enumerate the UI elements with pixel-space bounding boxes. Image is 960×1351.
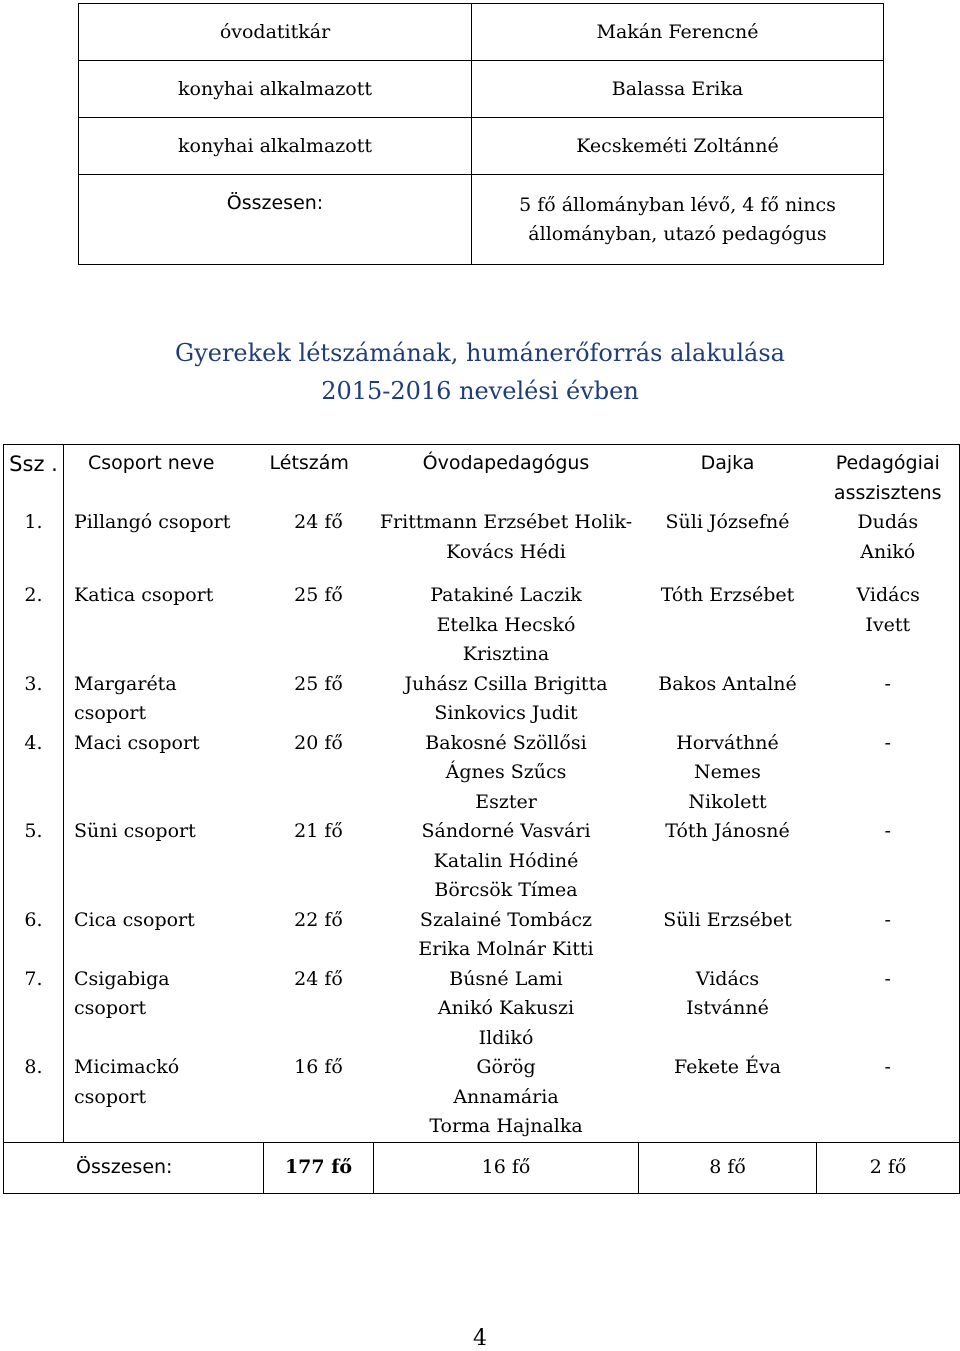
staff-name: Kecskeméti Zoltánné	[472, 118, 884, 175]
group-table	[3, 444, 960, 1194]
row-nanny: Horváthné Nemes Nikolett	[676, 731, 779, 813]
staff-role: konyhai alkalmazott	[79, 61, 472, 118]
table-row	[4, 906, 960, 965]
row-group: Maci csoport	[74, 731, 200, 754]
row-ssz: 3.	[4, 670, 64, 729]
row-nanny: Süli Józsefné	[665, 511, 790, 533]
section-heading	[0, 334, 960, 410]
row-teacher: Frittmann Erzsébet Holik-Kovács Hédi	[379, 511, 633, 563]
total-teacher: 16 fő	[374, 1142, 639, 1193]
page-number: 4	[473, 1326, 487, 1351]
row-assistant: -	[817, 729, 960, 818]
row-nanny: Tóth Erzsébet	[660, 584, 795, 606]
row-nanny: Bakos Antalné	[658, 672, 797, 695]
row-teacher: Juhász Csilla Brigitta Sinkovics Judit	[404, 672, 608, 724]
total-assistant: 2 fő	[817, 1142, 960, 1193]
row-ssz: 7.	[4, 965, 64, 1054]
row-count: 20 fő	[294, 731, 343, 754]
row-nanny: Fekete Éva	[674, 1056, 781, 1078]
staff-row	[79, 61, 884, 118]
row-group: Margaréta csoport	[74, 672, 177, 724]
row-teacher: Szalainé Tombácz Erika Molnár Kitti	[418, 908, 594, 960]
row-nanny: Süli Erzsébet	[663, 908, 792, 931]
row-count: 25 fő	[294, 584, 343, 606]
table-row	[4, 581, 960, 670]
row-nanny: Tóth Jánosné	[665, 820, 790, 842]
row-ssz: 1.	[4, 508, 64, 581]
row-group: Pillangó csoport	[74, 511, 231, 533]
staff-table	[78, 3, 884, 265]
row-assistant: -	[817, 670, 960, 729]
row-ssz: 8.	[4, 1053, 64, 1142]
staff-row	[79, 4, 884, 61]
total-nanny: 8 fő	[639, 1142, 817, 1193]
row-assistant: -	[817, 1053, 960, 1142]
row-teacher: Búsné Lami Anikó Kakuszi Ildikó	[437, 967, 575, 1049]
heading-line-2: 2015-2016 nevelési évben	[321, 377, 639, 405]
row-nanny: Vidács Istvánné	[686, 967, 769, 1019]
row-teacher: Görög Annamária Torma Hajnalka	[429, 1056, 583, 1137]
header-assistant: Pedagógiai asszisztens	[817, 445, 960, 509]
row-count: 24 fő	[294, 511, 343, 533]
row-group: Süni csoport	[74, 820, 196, 842]
row-ssz: 5.	[4, 817, 64, 906]
table-row	[4, 508, 960, 581]
header-group: Csoport neve	[64, 445, 264, 509]
row-count: 16 fő	[294, 1056, 343, 1078]
header-nanny: Dajka	[639, 445, 817, 509]
row-group: Micimackó csoport	[74, 1056, 180, 1108]
table-row	[4, 1053, 960, 1142]
row-count: 25 fő	[294, 672, 343, 695]
row-teacher: Bakosné Szöllősi Ágnes Szűcs Eszter	[425, 731, 587, 813]
table-row	[4, 729, 960, 818]
staff-name: Balassa Erika	[472, 61, 884, 118]
row-assistant: -	[817, 965, 960, 1054]
table-row	[4, 965, 960, 1054]
staff-total-label: Összesen:	[79, 175, 472, 265]
group-table-header	[4, 445, 960, 509]
row-ssz: 2.	[4, 581, 64, 670]
header-ssz: Ssz .	[4, 445, 64, 509]
total-count: 177 fő	[264, 1142, 374, 1193]
row-assistant: -	[817, 906, 960, 965]
row-assistant: Dudás Anikó	[817, 508, 960, 581]
row-count: 22 fő	[294, 908, 343, 931]
staff-row	[79, 118, 884, 175]
staff-role: óvodatitkár	[79, 4, 472, 61]
row-group: Cica csoport	[74, 908, 195, 931]
row-group: Csigabiga csoport	[74, 967, 170, 1019]
row-teacher: Sándorné Vasvári Katalin Hódiné Börcsök Tímea	[421, 820, 591, 901]
row-group: Katica csoport	[74, 584, 214, 606]
row-ssz: 4.	[4, 729, 64, 818]
row-assistant: Vidács Ivett	[817, 581, 960, 670]
staff-role: konyhai alkalmazott	[79, 118, 472, 175]
header-teacher: Óvodapedagógus	[374, 445, 639, 509]
row-assistant: -	[817, 817, 960, 906]
table-row	[4, 817, 960, 906]
row-teacher: Patakiné Laczik Etelka Hecskó Krisztina	[430, 584, 582, 665]
row-count: 24 fő	[294, 967, 343, 990]
staff-name: Makán Ferencné	[472, 4, 884, 61]
row-count: 21 fő	[294, 820, 343, 842]
total-label: Összesen:	[4, 1142, 264, 1193]
row-ssz: 6.	[4, 906, 64, 965]
table-row	[4, 670, 960, 729]
staff-total-row	[79, 175, 884, 265]
staff-total-value: 5 fő állományban lévő, 4 fő nincs állományban, utazó pedagógus	[472, 175, 884, 265]
heading-line-1: Gyerekek létszámának, humánerőforrás alakulása	[175, 339, 785, 367]
header-count: Létszám	[264, 445, 374, 509]
group-total-row	[4, 1142, 960, 1193]
